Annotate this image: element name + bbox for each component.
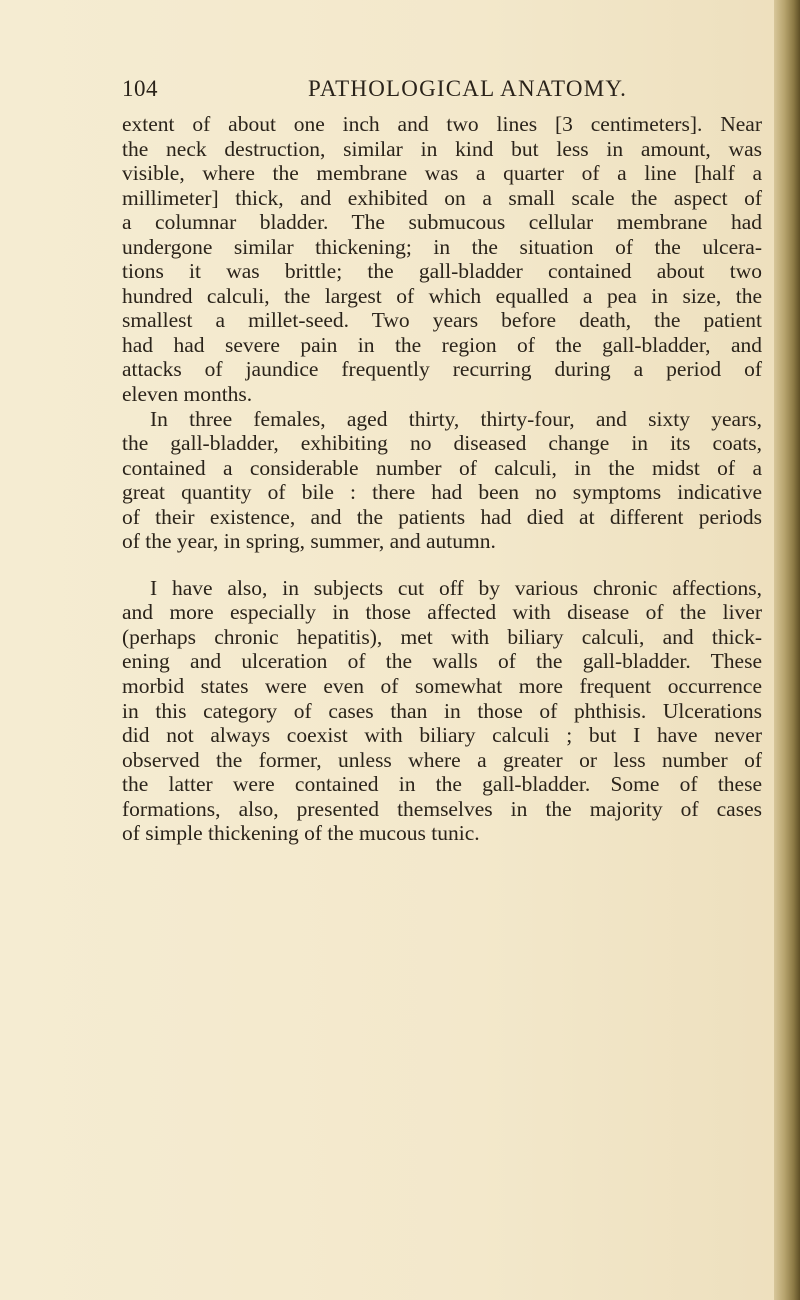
text-line: ening and ulceration of the walls of the gall-bladder. These: [122, 649, 762, 674]
text-line: the gall-bladder, exhibiting no diseased change in its coats,: [122, 431, 762, 456]
text-line: in this category of cases than in those of phthisis. Ulcerations: [122, 698, 762, 723]
text-line: I have also, in subjects cut off by various chronic affections,: [150, 575, 762, 600]
running-title: PATHOLOGICAL ANATOMY.: [308, 76, 628, 101]
text-line: great quantity of bile : there had been no symptoms indicative: [122, 480, 762, 505]
paragraph: [122, 112, 762, 407]
text-line: of their existence, and the patients had died at different periods: [122, 504, 762, 529]
text-line: and more especially in those affected with disease of the liver: [122, 600, 762, 625]
page-edge-shadow: [774, 0, 800, 1300]
paragraph: [122, 407, 762, 554]
text-line: contained a considerable number of calculi, in the midst of a: [122, 455, 762, 480]
text-line: morbid states were even of somewhat more frequent occurrence: [122, 674, 762, 699]
text-line: a columnar bladder. The submucous cellular membrane had: [122, 210, 762, 235]
text-line: observed the former, unless where a greater or less number of: [122, 747, 762, 772]
page-number: 104: [122, 76, 158, 101]
text-line: visible, where the membrane was a quarter of a line [half a: [122, 161, 762, 186]
text-line: attacks of jaundice frequently recurring during a period of: [122, 357, 762, 382]
text-line: tions it was brittle; the gall-bladder contained about two: [122, 259, 762, 284]
body-text: [122, 112, 762, 846]
text-line: In three females, aged thirty, thirty-four, and sixty years,: [150, 406, 762, 431]
paragraph: [122, 576, 762, 846]
text-line: undergone similar thickening; in the situation of the ulcera-: [122, 234, 762, 259]
text-line: did not always coexist with biliary calculi ; but I have never: [122, 723, 762, 748]
paragraph-gap: [122, 554, 762, 576]
text-line: the latter were contained in the gall-bladder. Some of these: [122, 772, 762, 797]
text-line: formations, also, presented themselves in the majority of cases: [122, 796, 762, 821]
text-line: (perhaps chronic hepatitis), met with biliary calculi, and thick-: [122, 624, 762, 649]
text-line: the neck destruction, similar in kind but less in amount, was: [122, 136, 762, 161]
text-line: of simple thickening of the mucous tunic.: [122, 821, 480, 846]
text-line: eleven months.: [122, 382, 253, 407]
text-line: extent of about one inch and two lines [3 centimeters]. Near: [122, 112, 762, 136]
text-line: had had severe pain in the region of the gall-bladder, and: [122, 332, 762, 357]
text-line: smallest a millet-seed. Two years before death, the patient: [122, 308, 762, 333]
text-line: hundred calculi, the largest of which equalled a pea in size, the: [122, 283, 762, 308]
text-line: of the year, in spring, summer, and autumn.: [122, 529, 496, 554]
page-header: [122, 76, 722, 106]
text-line: millimeter] thick, and exhibited on a small scale the aspect of: [122, 185, 762, 210]
